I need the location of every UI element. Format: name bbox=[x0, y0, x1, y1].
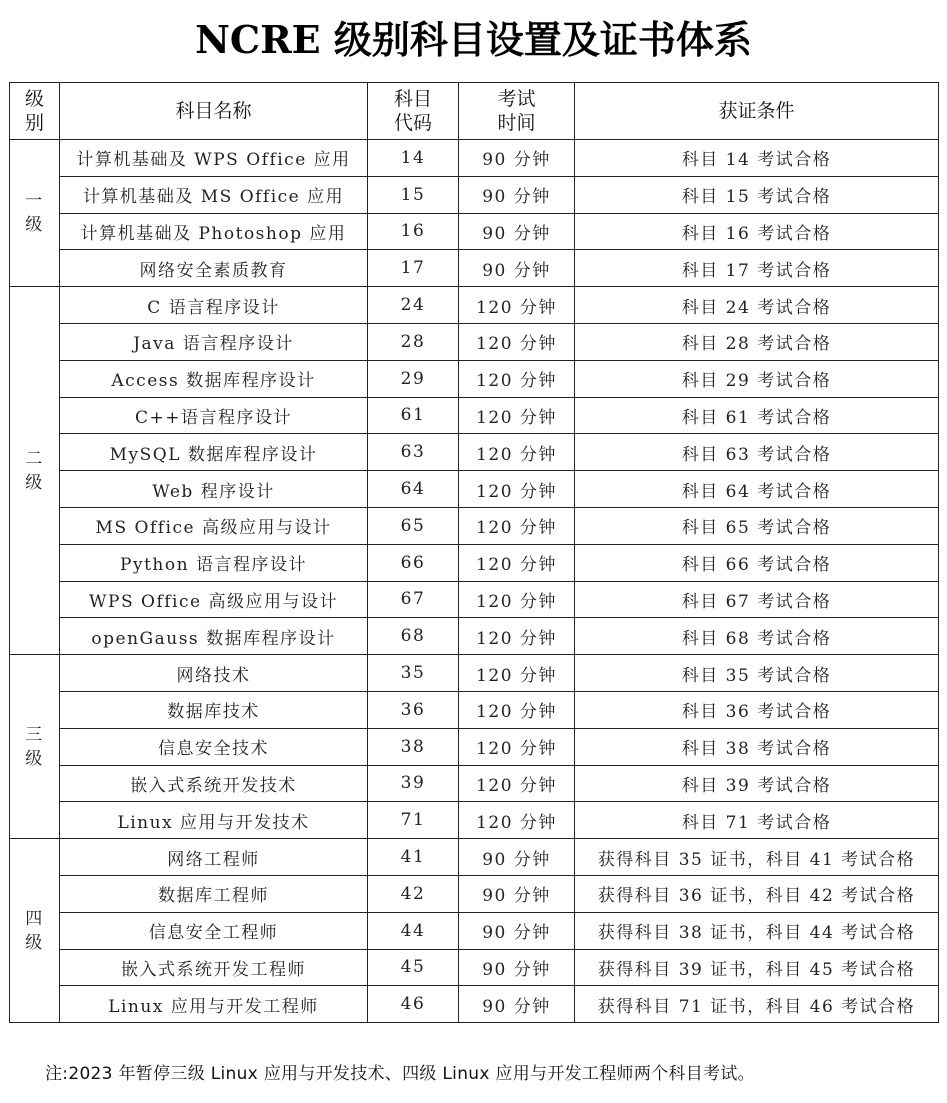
level-label-numeral: 二 bbox=[25, 448, 44, 469]
cert-condition-cell: 科目 39 考试合格 bbox=[575, 765, 939, 802]
exam-time-cell: 120 分钟 bbox=[459, 471, 575, 508]
subject-code-cell: 71 bbox=[368, 802, 459, 839]
exam-time-cell: 120 分钟 bbox=[459, 765, 575, 802]
cert-condition-cell: 科目 71 考试合格 bbox=[575, 802, 939, 839]
subject-name-cell: 网络工程师 bbox=[60, 839, 368, 876]
cert-condition-cell: 科目 35 考试合格 bbox=[575, 655, 939, 692]
subject-code-cell: 29 bbox=[368, 360, 459, 397]
subject-code-cell: 65 bbox=[368, 507, 459, 544]
subject-name-cell: MySQL 数据库程序设计 bbox=[60, 434, 368, 471]
table-row bbox=[10, 875, 939, 912]
table-row bbox=[10, 323, 939, 360]
exam-time-cell: 90 分钟 bbox=[459, 912, 575, 949]
level-label-suffix: 级 bbox=[25, 215, 44, 236]
table-row bbox=[10, 728, 939, 765]
subject-code-cell: 45 bbox=[368, 949, 459, 986]
header-exam-time bbox=[459, 83, 575, 140]
subject-name-cell: Python 语言程序设计 bbox=[60, 544, 368, 581]
subject-name-cell: MS Office 高级应用与设计 bbox=[60, 507, 368, 544]
header-exam-time-l2: 时间 bbox=[497, 112, 536, 134]
exam-time-cell: 90 分钟 bbox=[459, 213, 575, 250]
level-label-numeral: 三 bbox=[25, 724, 44, 745]
subject-name-cell: Access 数据库程序设计 bbox=[60, 360, 368, 397]
level-label-suffix: 级 bbox=[25, 932, 44, 953]
level-label-numeral: 四 bbox=[25, 908, 44, 929]
subject-name-cell: C++语言程序设计 bbox=[60, 397, 368, 434]
exam-time-cell: 90 分钟 bbox=[459, 176, 575, 213]
table-row bbox=[10, 986, 939, 1023]
exam-time-cell: 120 分钟 bbox=[459, 360, 575, 397]
cert-condition-cell: 科目 29 考试合格 bbox=[575, 360, 939, 397]
exam-time-cell: 120 分钟 bbox=[459, 544, 575, 581]
subject-name-cell: openGauss 数据库程序设计 bbox=[60, 618, 368, 655]
cert-condition-cell: 科目 38 考试合格 bbox=[575, 728, 939, 765]
header-level-l2: 别 bbox=[24, 112, 44, 134]
exam-time-cell: 90 分钟 bbox=[459, 875, 575, 912]
level-cell bbox=[10, 287, 60, 655]
cert-condition-cell: 科目 61 考试合格 bbox=[575, 397, 939, 434]
subject-name-cell: 网络安全素质教育 bbox=[60, 250, 368, 287]
subject-code-cell: 17 bbox=[368, 250, 459, 287]
cert-condition-cell: 科目 15 考试合格 bbox=[575, 176, 939, 213]
subject-name-cell: 计算机基础及 WPS Office 应用 bbox=[60, 140, 368, 177]
subject-name-cell: 信息安全工程师 bbox=[60, 912, 368, 949]
subject-code-cell: 64 bbox=[368, 471, 459, 508]
subject-code-cell: 28 bbox=[368, 323, 459, 360]
exam-time-cell: 90 分钟 bbox=[459, 949, 575, 986]
exam-time-cell: 90 分钟 bbox=[459, 839, 575, 876]
subject-code-cell: 63 bbox=[368, 434, 459, 471]
subject-name-cell: 计算机基础及 Photoshop 应用 bbox=[60, 213, 368, 250]
subject-name-cell: 计算机基础及 MS Office 应用 bbox=[60, 176, 368, 213]
cert-condition-cell: 科目 28 考试合格 bbox=[575, 323, 939, 360]
cert-condition-cell: 获得科目 36 证书，科目 42 考试合格 bbox=[575, 875, 939, 912]
exam-time-cell: 120 分钟 bbox=[459, 397, 575, 434]
exam-time-cell: 120 分钟 bbox=[459, 802, 575, 839]
cert-condition-cell: 科目 66 考试合格 bbox=[575, 544, 939, 581]
exam-time-cell: 120 分钟 bbox=[459, 691, 575, 728]
cert-condition-cell: 获得科目 39 证书，科目 45 考试合格 bbox=[575, 949, 939, 986]
exam-time-cell: 120 分钟 bbox=[459, 728, 575, 765]
table-row bbox=[10, 544, 939, 581]
level-cell bbox=[10, 140, 60, 287]
exam-time-cell: 120 分钟 bbox=[459, 287, 575, 324]
cert-condition-cell: 科目 67 考试合格 bbox=[575, 581, 939, 618]
footnote: 注:2023 年暂停三级 Linux 应用与开发技术、四级 Linux 应用与开发工程师两个科目考试。 bbox=[45, 1064, 755, 1084]
cert-condition-cell: 科目 68 考试合格 bbox=[575, 618, 939, 655]
subject-name-cell: 网络技术 bbox=[60, 655, 368, 692]
subject-code-cell: 41 bbox=[368, 839, 459, 876]
level-label-suffix: 级 bbox=[25, 472, 44, 493]
header-subject-code-l1: 科目 bbox=[393, 88, 432, 110]
table-row bbox=[10, 213, 939, 250]
table-header-row bbox=[10, 83, 939, 140]
subject-code-cell: 66 bbox=[368, 544, 459, 581]
level-label-suffix: 级 bbox=[25, 748, 44, 769]
cert-condition-cell: 科目 16 考试合格 bbox=[575, 213, 939, 250]
subject-code-cell: 24 bbox=[368, 287, 459, 324]
table-row bbox=[10, 471, 939, 508]
cert-condition-cell: 科目 14 考试合格 bbox=[575, 140, 939, 177]
exam-time-cell: 120 分钟 bbox=[459, 507, 575, 544]
subject-name-cell: 嵌入式系统开发工程师 bbox=[60, 949, 368, 986]
subject-name-cell: Linux 应用与开发工程师 bbox=[60, 986, 368, 1023]
exam-time-cell: 120 分钟 bbox=[459, 434, 575, 471]
level-cell bbox=[10, 655, 60, 839]
table-row bbox=[10, 839, 939, 876]
table-body bbox=[10, 140, 939, 1023]
header-subject-code bbox=[368, 83, 459, 140]
table-row bbox=[10, 360, 939, 397]
subject-name-cell: Linux 应用与开发技术 bbox=[60, 802, 368, 839]
subject-code-cell: 46 bbox=[368, 986, 459, 1023]
table-row bbox=[10, 618, 939, 655]
exam-time-cell: 120 分钟 bbox=[459, 323, 575, 360]
ncre-subject-table bbox=[9, 82, 939, 1023]
subject-code-cell: 68 bbox=[368, 618, 459, 655]
cert-condition-cell: 获得科目 38 证书，科目 44 考试合格 bbox=[575, 912, 939, 949]
subject-code-cell: 35 bbox=[368, 655, 459, 692]
subject-name-cell: 数据库技术 bbox=[60, 691, 368, 728]
cert-condition-cell: 科目 17 考试合格 bbox=[575, 250, 939, 287]
table-row bbox=[10, 691, 939, 728]
table-row bbox=[10, 912, 939, 949]
subject-name-cell: C 语言程序设计 bbox=[60, 287, 368, 324]
subject-code-cell: 16 bbox=[368, 213, 459, 250]
subject-code-cell: 15 bbox=[368, 176, 459, 213]
table-row bbox=[10, 434, 939, 471]
table-row bbox=[10, 140, 939, 177]
cert-condition-cell: 获得科目 35 证书，科目 41 考试合格 bbox=[575, 839, 939, 876]
table-row bbox=[10, 765, 939, 802]
exam-time-cell: 90 分钟 bbox=[459, 250, 575, 287]
subject-name-cell: 信息安全技术 bbox=[60, 728, 368, 765]
table-row bbox=[10, 250, 939, 287]
subject-code-cell: 14 bbox=[368, 140, 459, 177]
header-subject-code-l2: 代码 bbox=[393, 112, 432, 134]
cert-condition-cell: 获得科目 71 证书，科目 46 考试合格 bbox=[575, 986, 939, 1023]
subject-name-cell: Web 程序设计 bbox=[60, 471, 368, 508]
subject-name-cell: Java 语言程序设计 bbox=[60, 323, 368, 360]
header-level bbox=[10, 83, 60, 140]
table-row bbox=[10, 176, 939, 213]
exam-time-cell: 120 分钟 bbox=[459, 655, 575, 692]
subject-code-cell: 38 bbox=[368, 728, 459, 765]
header-subject-name: 科目名称 bbox=[60, 83, 368, 140]
cert-condition-cell: 科目 65 考试合格 bbox=[575, 507, 939, 544]
subject-code-cell: 39 bbox=[368, 765, 459, 802]
subject-code-cell: 44 bbox=[368, 912, 459, 949]
subject-code-cell: 42 bbox=[368, 875, 459, 912]
header-level-l1: 级 bbox=[24, 88, 44, 110]
cert-condition-cell: 科目 63 考试合格 bbox=[575, 434, 939, 471]
cert-condition-cell: 科目 36 考试合格 bbox=[575, 691, 939, 728]
subject-code-cell: 61 bbox=[368, 397, 459, 434]
cert-condition-cell: 科目 24 考试合格 bbox=[575, 287, 939, 324]
exam-time-cell: 90 分钟 bbox=[459, 140, 575, 177]
page-title: NCRE 级别科目设置及证书体系 bbox=[195, 17, 752, 62]
level-label-numeral: 一 bbox=[25, 191, 44, 212]
table-row bbox=[10, 507, 939, 544]
exam-time-cell: 120 分钟 bbox=[459, 581, 575, 618]
subject-name-cell: 嵌入式系统开发技术 bbox=[60, 765, 368, 802]
cert-condition-cell: 科目 64 考试合格 bbox=[575, 471, 939, 508]
table-row bbox=[10, 581, 939, 618]
subject-name-cell: WPS Office 高级应用与设计 bbox=[60, 581, 368, 618]
table-row bbox=[10, 397, 939, 434]
exam-time-cell: 90 分钟 bbox=[459, 986, 575, 1023]
subject-name-cell: 数据库工程师 bbox=[60, 875, 368, 912]
table-row bbox=[10, 802, 939, 839]
table-row bbox=[10, 655, 939, 692]
table-row bbox=[10, 287, 939, 324]
level-cell bbox=[10, 839, 60, 1023]
subject-code-cell: 67 bbox=[368, 581, 459, 618]
header-cert-condition: 获证条件 bbox=[575, 83, 939, 140]
table-row bbox=[10, 949, 939, 986]
subject-code-cell: 36 bbox=[368, 691, 459, 728]
exam-time-cell: 120 分钟 bbox=[459, 618, 575, 655]
header-exam-time-l1: 考试 bbox=[497, 88, 536, 110]
